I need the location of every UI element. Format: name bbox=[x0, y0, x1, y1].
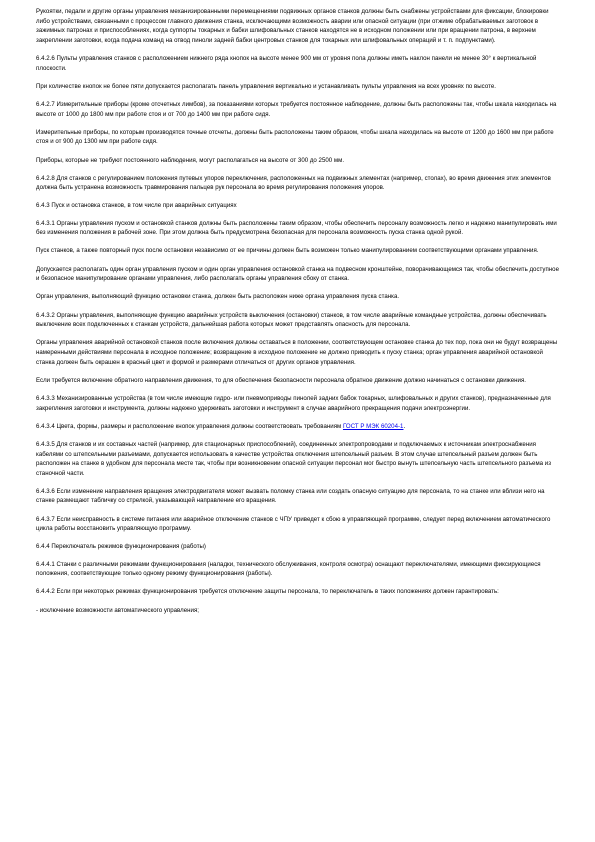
paragraph: 6.4.2.8 Для станков с регулированием положения путевых упоров переключения, расположенных на подвижных элементах (например, столах), во время движения этих элементов должна быть устранена возможность травмирования пальцев рук персонала во время регулирования положения упоров. bbox=[36, 174, 551, 192]
paragraph: При количестве кнопок не более пяти допускается располагать панель управления вертикально и устанавливать пульты управления на всех уровнях по высоте. bbox=[36, 82, 496, 90]
standard-link[interactable]: ГОСТ Р МЭК 60204-1 bbox=[342, 422, 404, 430]
paragraph: 6.4.3.3 Механизированные устройства (в том числе имеющие гидро- или пневмоприводы пинолей задних бабок токарных, шлифовальных и других станков), предназначенные для закрепления заготовки и инструмента, должны надежно удерживать заготовки и инструмент в случае аварийного прекращения подачи электроэнергии. bbox=[36, 394, 551, 412]
paragraph: 6.4.4.2 Если при некоторых режимах функционирования требуется отключение защиты персонала, то переключатель в таких положениях должен гарантировать: bbox=[36, 588, 499, 596]
paragraph: 6.4.3.7 Если неисправность в системе питания или аварийное отключение станков с ЧПУ приведет к сбою в управляющей программе, следует перед включением автоматического цикла работы восстановить управляющую программу. bbox=[36, 515, 551, 533]
paragraph: 6.4.2.7 Измерительные приборы (кроме отсчетных лимбов), за показаниями которых требуется постоянное наблюдение, должны быть расположены так, чтобы шкала находилась на высоте от 1000 до 1800 мм при работе стоя и от 700 до 1400 мм при работе сидя. bbox=[36, 100, 557, 118]
section-heading: 6.4.4 Переключатель режимов функционирования (работы) bbox=[36, 543, 206, 551]
paragraph: Допускается располагать один орган управления пуском и один орган управления остановкой станка на подвесном кронштейне, поворачивающемся так, чтобы обеспечить доступное и безопасное манипулирование органами управления, либо располагать органы управления сбоку от станка. bbox=[36, 265, 559, 283]
paragraph-with-link bbox=[36, 422, 560, 432]
paragraph: 6.4.3.6 Если изменение направления вращения электродвигателя может вызвать поломку станка или создать опасную ситуацию для персонала, то на станке или вблизи него на станке размещают табличку со стрелкой, указывающей направление его вращения. bbox=[36, 487, 545, 505]
paragraph: 6.4.4.1 Станки с различными режимами функционирования (наладки, технического обслуживания, контроля осмотра) оснащают переключателями, имеющими фиксирующиеся положения, соответствующие только одному режиму функционирования (работы). bbox=[36, 560, 541, 578]
paragraph: Органы управления аварийной остановкой станков после включения должны оставаться в положении, соответствующем остановке станка до тех пор, пока они не будут возвращены намеренными действиями персонала в исходное положение; возвращение в исходное положение не должно приводить к пуску станка; орган управления аварийной остановкой станка должен быть окрашен в красный цвет и формой и размерами отличаться от других органов управления. bbox=[36, 339, 558, 366]
section-heading: 6.4.3 Пуск и остановка станков, в том числе при аварийных ситуациях bbox=[36, 202, 237, 210]
paragraph: Рукоятки, педали и другие органы управления механизированными перемещениями подвижных органов станков должны быть снабжены устройствами для фиксации, блокировки либо устройствами, связанными с процессом главного движения станка, исключающими возможность аварии или опасной ситуации (при отжиме обрабатываемых заготовок в зажимных патронах и приспособлениях, когда суппорты токарных и бабки шлифовальных станков находятся не в исходном положении или при вращении патрона, в верхнем закреплении заготовки, когда подача команд на отвод пиноли задней бабки центровых станков для токарных или шлифовальных операций и т. п. подпунктами). bbox=[36, 8, 549, 44]
paragraph-text-end: . bbox=[403, 422, 406, 430]
paragraph: 6.4.3.2 Органы управления, выполняющие функцию аварийных устройств выключения (остановки) станков, в том числе аварийные командные устройства, должны обеспечивать выключение всех подключенных к станкам устройств, дальнейшая работа которых может представлять опасность для персонала. bbox=[36, 311, 547, 329]
paragraph: 6.4.2.6 Пульты управления станков с расположением нижнего ряда кнопок на высоте менее 900 мм от уровня пола должны иметь наклон панели не менее 30° к вертикальной плоскости. bbox=[36, 54, 537, 72]
document-page bbox=[36, 7, 560, 624]
paragraph-text: 6.4.3.4 Цвета, формы, размеры и расположение кнопок управления должны соответствовать требованиям bbox=[36, 422, 343, 430]
paragraph: Если требуется включение обратного направления движения, то для обеспечения безопасности персонала обратное движение должно начинаться с остановки движения. bbox=[36, 376, 526, 384]
paragraph: 6.4.3.5 Для станков и их составных частей (например, для стационарных приспособлений), соединенных электропроводами и подключаемых к источникам электроснабжения кабелями со штепсельными разъемами, допускается использовать в качестве устройства отключения штепсельный разъем. В этом случае штепсельный разъем должен быть расположен на станке в удобном для персонала месте так, чтобы при возникновении опасной ситуации персонал мог быстро вынуть штепсельную часть штепсельного разъема из станочной части. bbox=[36, 440, 552, 477]
paragraph: 6.4.3.1 Органы управления пуском и остановкой станков должны быть расположены таким образом, чтобы обеспечить персоналу возможность легко и надежно манипулировать ими без изменения положения в рабочей зоне. При этом должна быть предусмотрена безопасная для персонала возможность пуска станка одной рукой. bbox=[36, 219, 557, 237]
paragraph: Измерительные приборы, по которым производятся точные отсчеты, должны быть расположены таким образом, чтобы шкала находилась на высоте от 1200 до 1600 мм при работе стоя и от 900 до 1300 мм при работе сидя. bbox=[36, 128, 554, 146]
paragraph: Орган управления, выполняющий функцию остановки станка, должен быть расположен ниже органа управления пуска станка. bbox=[36, 293, 400, 301]
paragraph: Приборы, которые не требуют постоянного наблюдения, могут располагаться на высоте от 300 до 2500 мм. bbox=[36, 156, 345, 164]
paragraph: - исключение возможности автоматического управления; bbox=[36, 606, 199, 614]
paragraph: Пуск станков, а также повторный пуск после остановки независимо от ее причины должен быть возможен только манипулированием соответствующими органами управления. bbox=[36, 247, 539, 255]
